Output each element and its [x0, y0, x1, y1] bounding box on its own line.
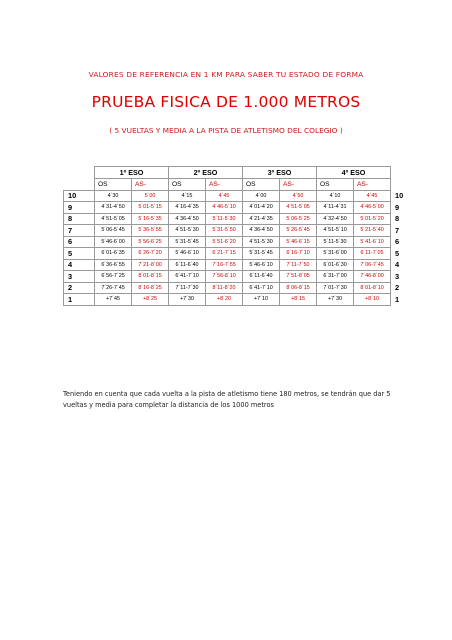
as-time-cell: 5´26-5´45	[280, 225, 317, 237]
os-time-cell: 6´11-6´40	[169, 259, 206, 271]
as-time-cell: 5´16-5´35	[132, 213, 169, 225]
as-time-cell: 8´11-8´20	[206, 282, 243, 294]
as-time-cell: 4´46-5´00	[354, 202, 391, 214]
as-time-cell: 5´56-6´25	[132, 236, 169, 248]
as-time-cell: +8´25	[132, 294, 169, 306]
group-header: 4º ESO	[317, 167, 391, 179]
column-header: AS-	[206, 179, 243, 191]
laps-explanation: Teniendo en cuenta que cada vuelta a la pista de atletismo tiene 180 metros, se tendrán que dar 5 vueltas y media para completar la distancia de los 1000 metros	[63, 390, 391, 409]
os-time-cell: 6´41-7´10	[169, 271, 206, 283]
os-time-cell: 4´21-4´35	[243, 213, 280, 225]
os-time-cell: 5´46-6´10	[169, 248, 206, 260]
level-label: 5	[391, 248, 422, 260]
os-time-cell: 4´51-5´30	[169, 225, 206, 237]
as-time-cell: 4´46-5´10	[206, 202, 243, 214]
level-label: 10	[391, 190, 422, 202]
level-label: 2	[391, 282, 422, 294]
group-header-row	[64, 167, 422, 179]
level-label: 2	[64, 282, 95, 294]
os-time-cell: 5´31-5´45	[169, 236, 206, 248]
os-time-cell: 4´30	[95, 190, 132, 202]
reference-subtitle: VALORES DE REFERENCIA EN 1 KM PARA SABER TU ESTADO DE FORMA	[88, 70, 364, 79]
corner-cell	[64, 179, 95, 191]
level-label: 9	[391, 202, 422, 214]
os-time-cell: 4´01-4´20	[243, 202, 280, 214]
reference-table	[63, 166, 421, 306]
as-time-cell: +8´10	[354, 294, 391, 306]
level-label: 7	[64, 225, 95, 237]
as-time-cell: 5´51-6´20	[206, 236, 243, 248]
table-row	[64, 282, 422, 294]
os-time-cell: 5´31-6´00	[317, 248, 354, 260]
as-time-cell: 5´41-6´10	[354, 236, 391, 248]
level-label: 6	[391, 236, 422, 248]
as-time-cell: 7´46-8´00	[354, 271, 391, 283]
as-time-cell: 6´16-7´10	[280, 248, 317, 260]
group-header: 3º ESO	[243, 167, 317, 179]
os-time-cell: 4´51-5´05	[95, 213, 132, 225]
level-label: 7	[391, 225, 422, 237]
os-time-cell: 4´11-4´31	[317, 202, 354, 214]
os-time-cell: 6´36-6´55	[95, 259, 132, 271]
as-time-cell: 5´21-5´40	[354, 225, 391, 237]
as-time-cell: 4´45	[206, 190, 243, 202]
os-time-cell: 4´51-5´30	[243, 236, 280, 248]
laps-note: ( 5 VUELTAS Y MEDIA A LA PISTA DE ATLETISMO DEL COLEGIO )	[109, 126, 343, 135]
corner-cell	[391, 167, 422, 179]
level-label: 4	[64, 259, 95, 271]
as-time-cell: 5´01-5´15	[132, 202, 169, 214]
level-label: 3	[64, 271, 95, 283]
table-row	[64, 294, 422, 306]
os-time-cell: 4´15	[169, 190, 206, 202]
column-header: OS	[169, 179, 206, 191]
as-time-cell: 4´50	[280, 190, 317, 202]
level-label: 8	[64, 213, 95, 225]
os-time-cell: 7´11-7´30	[169, 282, 206, 294]
as-time-cell: 5´36-5´55	[132, 225, 169, 237]
os-time-cell: 4´16-4´35	[169, 202, 206, 214]
os-time-cell: 5´46-6´10	[243, 259, 280, 271]
os-time-cell: +7´30	[169, 294, 206, 306]
os-time-cell: 4´36-4´50	[243, 225, 280, 237]
as-time-cell: 4´45	[354, 190, 391, 202]
os-time-cell: 5´06-5´45	[95, 225, 132, 237]
as-time-cell: 5´46-6´15	[280, 236, 317, 248]
level-label: 4	[391, 259, 422, 271]
os-time-cell: 4´36-4´50	[169, 213, 206, 225]
level-label: 3	[391, 271, 422, 283]
os-time-cell: 6´11-6´40	[243, 271, 280, 283]
column-header: AS-	[354, 179, 391, 191]
as-time-cell: 6´26-7´20	[132, 248, 169, 260]
group-header: 2º ESO	[169, 167, 243, 179]
as-time-cell: 5´31-5´50	[206, 225, 243, 237]
as-time-cell: 8´16-8´25	[132, 282, 169, 294]
level-label: 5	[64, 248, 95, 260]
os-time-cell: 4´10	[317, 190, 354, 202]
table-row	[64, 259, 422, 271]
as-time-cell: 8´01-8´10	[354, 282, 391, 294]
os-time-cell: +7´30	[317, 294, 354, 306]
level-label: 8	[391, 213, 422, 225]
as-time-cell: 8´06-8´15	[280, 282, 317, 294]
table-row	[64, 202, 422, 214]
os-time-cell: 6´41-7´10	[243, 282, 280, 294]
as-time-cell: 6´21-7´15	[206, 248, 243, 260]
level-label: 9	[64, 202, 95, 214]
level-label: 1	[64, 294, 95, 306]
os-time-cell: 5´46-6´00	[95, 236, 132, 248]
level-label: 1	[391, 294, 422, 306]
os-time-cell: 4´00	[243, 190, 280, 202]
as-time-cell: 5´00	[132, 190, 169, 202]
as-time-cell: 6´11-7´05	[354, 248, 391, 260]
as-time-cell: 7´11-7´50	[280, 259, 317, 271]
as-time-cell: 8´01-8´15	[132, 271, 169, 283]
table-row	[64, 271, 422, 283]
os-time-cell: 7´01-7´30	[317, 282, 354, 294]
os-time-cell: 4´32-4´50	[317, 213, 354, 225]
os-time-cell: 5´31-5´45	[243, 248, 280, 260]
os-time-cell: 6´01-6´30	[317, 259, 354, 271]
os-time-cell: 6´56-7´25	[95, 271, 132, 283]
as-time-cell: 7´56-8´10	[206, 271, 243, 283]
table-row	[64, 225, 422, 237]
as-time-cell: 5´01-5´20	[354, 213, 391, 225]
os-time-cell: +7´45	[95, 294, 132, 306]
as-time-cell: +8´15	[280, 294, 317, 306]
column-header: AS-	[132, 179, 169, 191]
as-time-cell: 5´06-5´25	[280, 213, 317, 225]
as-time-cell: 7´16-7´55	[206, 259, 243, 271]
os-time-cell: 4´51-5´10	[317, 225, 354, 237]
corner-cell	[64, 167, 95, 179]
column-header: OS	[243, 179, 280, 191]
group-header: 1º ESO	[95, 167, 169, 179]
os-time-cell: 7´26-7´45	[95, 282, 132, 294]
page-title: PRUEBA FISICA DE 1.000 METROS	[91, 93, 361, 111]
as-time-cell: 7´51-8´05	[280, 271, 317, 283]
level-label: 10	[64, 190, 95, 202]
table-row	[64, 190, 422, 202]
os-time-cell: 4´31-4´50	[95, 202, 132, 214]
table-row	[64, 248, 422, 260]
column-header: AS-	[280, 179, 317, 191]
as-time-cell: 7´06-7´45	[354, 259, 391, 271]
column-header: OS	[95, 179, 132, 191]
corner-cell	[391, 179, 422, 191]
os-time-cell: 5´11-5´30	[317, 236, 354, 248]
as-time-cell: +8´20	[206, 294, 243, 306]
as-time-cell: 4´51-5´05	[280, 202, 317, 214]
column-header: OS	[317, 179, 354, 191]
os-time-cell: 6´01-6´35	[95, 248, 132, 260]
table-row	[64, 213, 422, 225]
as-time-cell: 7´21-8´00	[132, 259, 169, 271]
subheader-row	[64, 179, 422, 191]
level-label: 6	[64, 236, 95, 248]
as-time-cell: 5´11-5´30	[206, 213, 243, 225]
table-row	[64, 236, 422, 248]
os-time-cell: 6´31-7´00	[317, 271, 354, 283]
os-time-cell: +7´10	[243, 294, 280, 306]
